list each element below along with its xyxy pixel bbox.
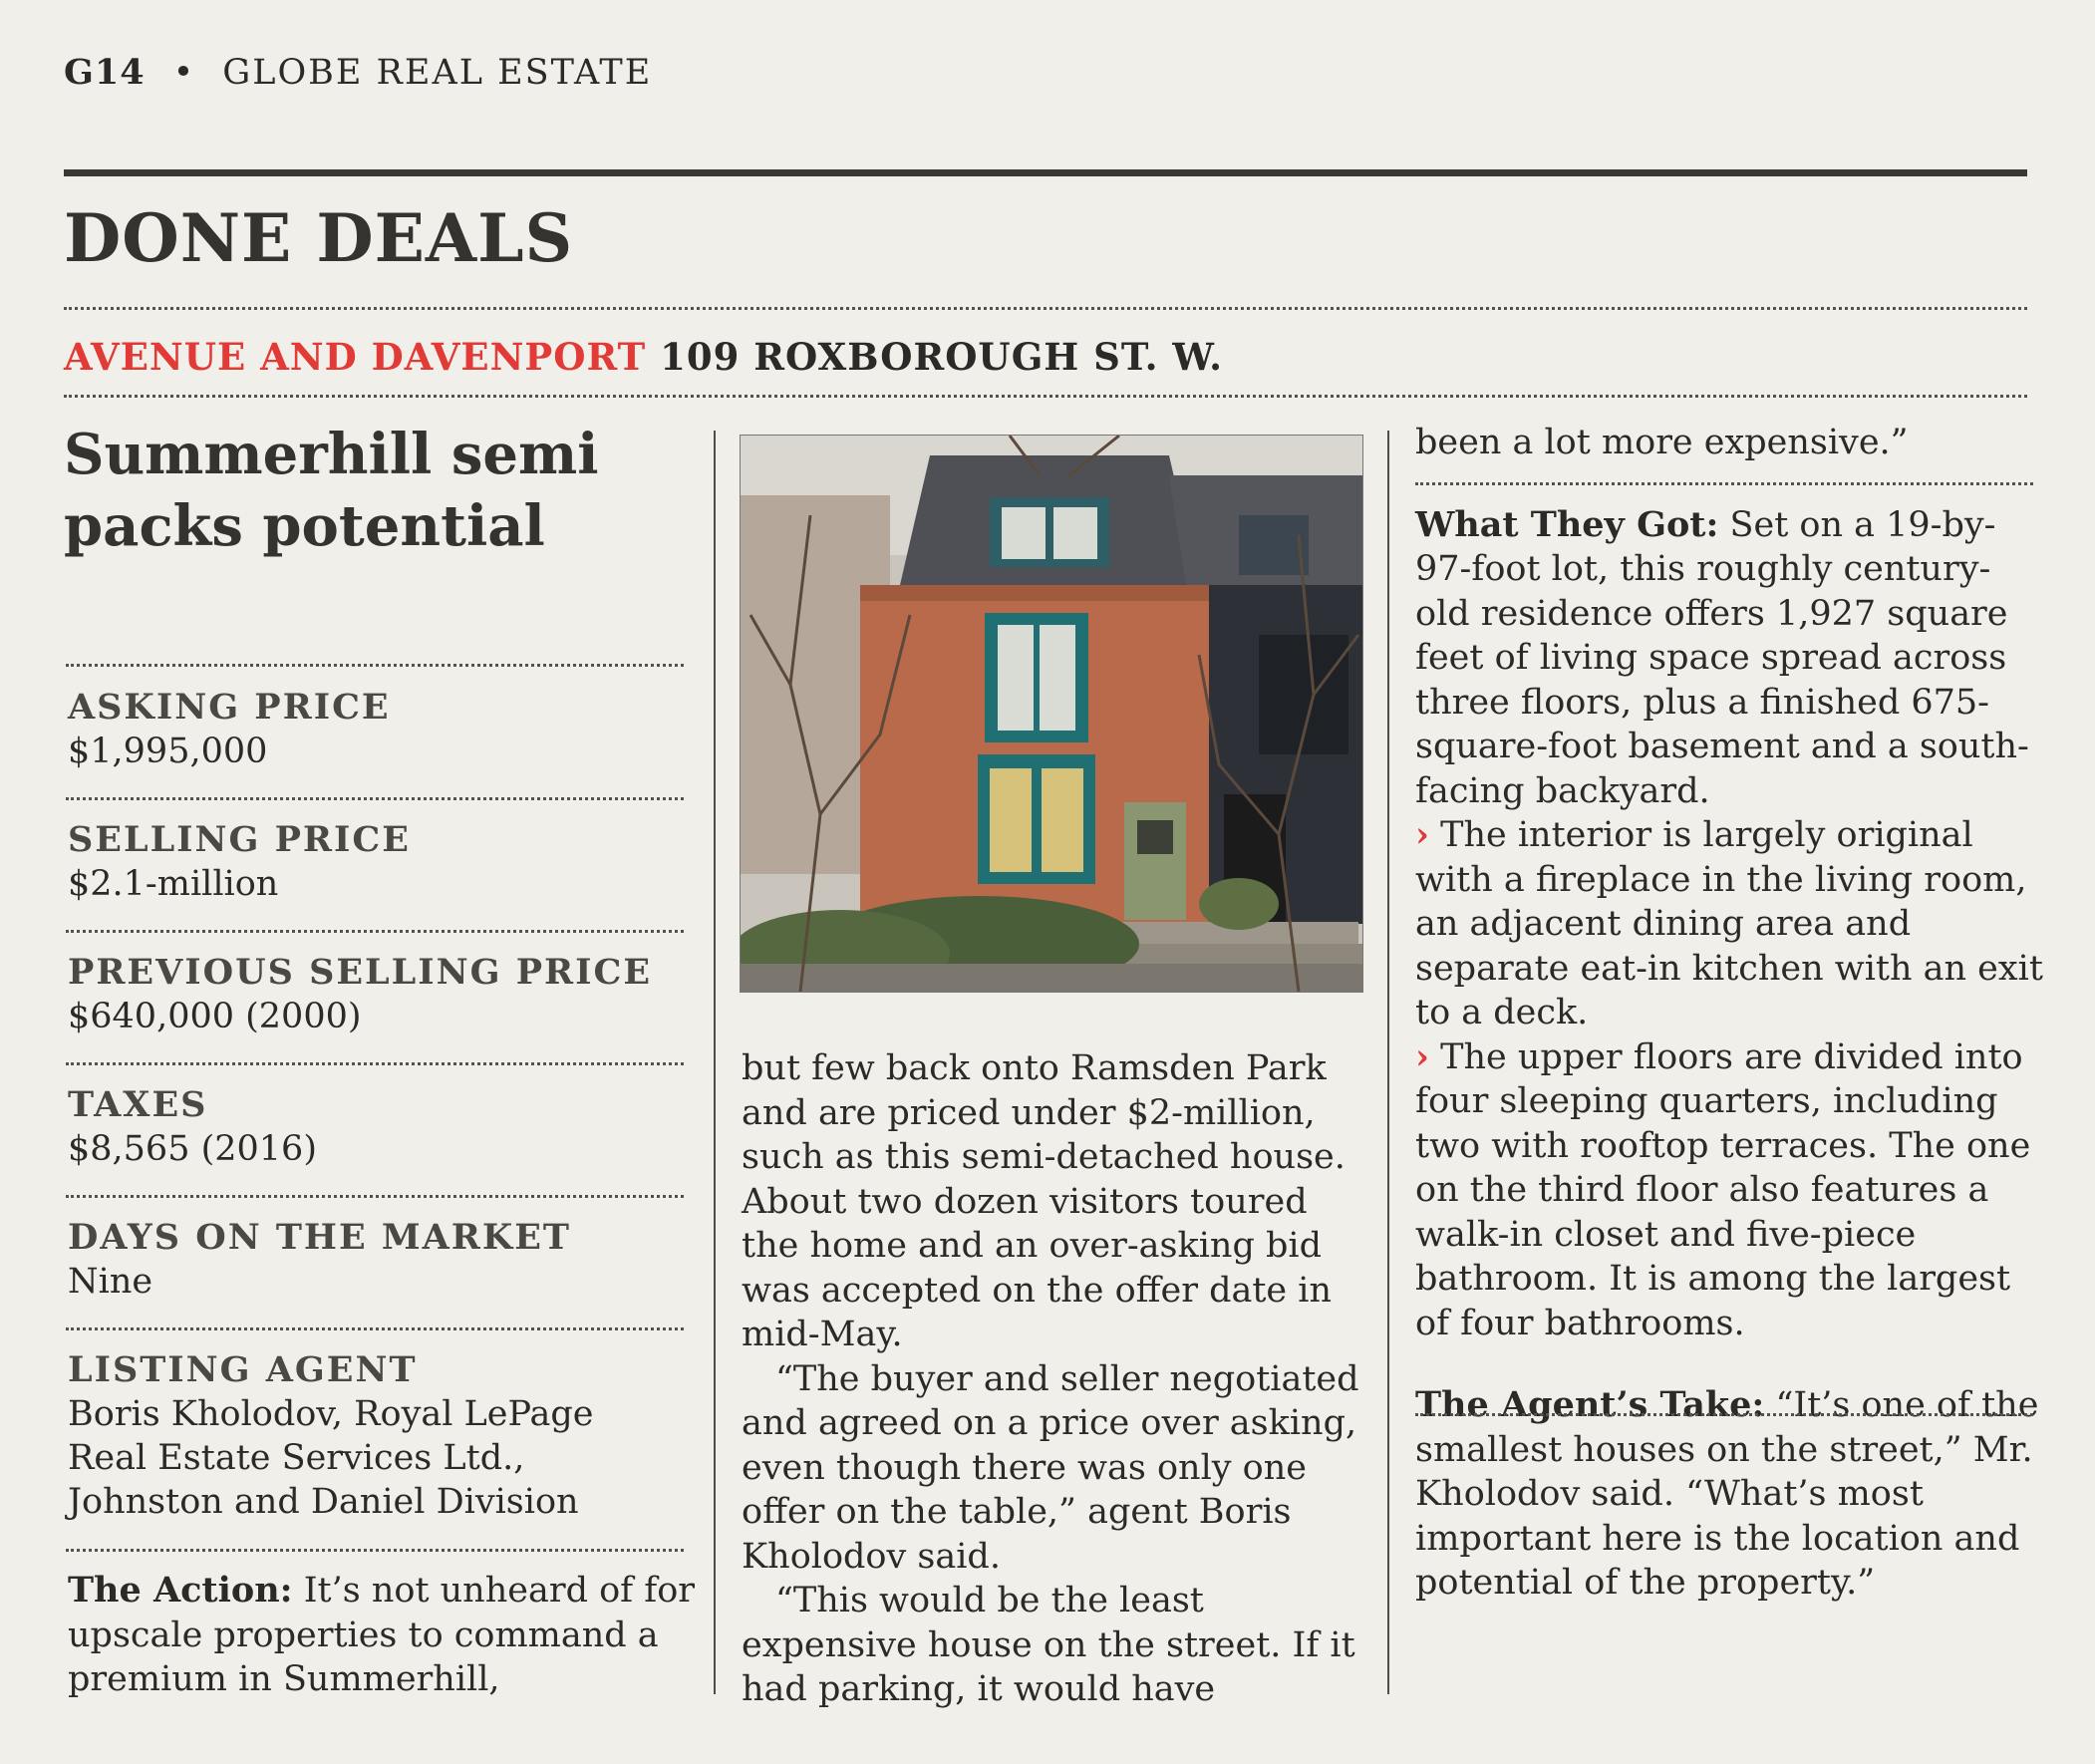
fact-label: PREVIOUS SELLING PRICE bbox=[68, 952, 653, 993]
fact-divider bbox=[66, 1327, 684, 1330]
house-photo-illustration bbox=[741, 436, 1362, 992]
agent-quote-2-continued: been a lot more expensive.” bbox=[1415, 423, 1909, 462]
agent-quote-2: “This would be the least expensive house on the street. If it had parking, it would have bbox=[742, 1581, 1355, 1709]
top-rule bbox=[64, 169, 2027, 176]
neighbourhood: AVENUE AND DAVENPORT bbox=[64, 335, 647, 379]
folio-separator: • bbox=[172, 53, 195, 93]
location-line bbox=[64, 335, 1223, 379]
house-photo bbox=[740, 435, 1363, 993]
fact-divider bbox=[66, 797, 684, 800]
fact-label: SELLING PRICE bbox=[68, 819, 411, 860]
divider-col3-agents-take bbox=[1415, 1413, 2033, 1416]
fact-divider bbox=[66, 1549, 684, 1552]
fact-value: $2.1-million bbox=[68, 864, 279, 904]
bullet-icon: › bbox=[1415, 814, 1429, 855]
fact-value: $1,995,000 bbox=[68, 732, 268, 771]
got-text: Set on a 19-by-97-foot lot, this roughly century-old residence offers 1,927 square feet of living space spread across three floors, plus a finished 675-square-foot basement and a south-facing backyard. bbox=[1415, 504, 2029, 811]
divider-col3-what-they-got bbox=[1415, 482, 2033, 485]
article-column-1 bbox=[68, 1569, 696, 1702]
agent-quote-1: “The buyer and seller negotiated and agreed on a price over asking, even though there was only one offer on the table,” agent Boris Kholodov said. bbox=[742, 1358, 1359, 1577]
headline: Summerhill semi packs potential bbox=[64, 422, 599, 559]
fact-divider bbox=[66, 930, 684, 933]
column-rule bbox=[1387, 431, 1389, 1694]
fact-value: $8,565 (2016) bbox=[68, 1129, 317, 1169]
fact-listing-agent bbox=[68, 1348, 682, 1522]
divider-below-location bbox=[64, 395, 2027, 398]
take-lead: The Agent’s Take: bbox=[1415, 1384, 1765, 1425]
section-title: DONE DEALS bbox=[64, 199, 574, 277]
bullet-interior: The interior is largely original with a fireplace in the living room, an adjacent dining area and separate eat-in kitchen with an exit to a deck. bbox=[1415, 815, 2043, 1032]
divider-below-headline bbox=[66, 664, 684, 667]
bullet-icon: › bbox=[1415, 1035, 1429, 1077]
fact-label: ASKING PRICE bbox=[68, 687, 391, 728]
got-lead: What They Got: bbox=[1415, 503, 1719, 545]
action-continued: but few back onto Ramsden Park and are priced under $2-million, such as this semi-detached house. About two dozen visitors toured the home and an over-asking bid was accepted on the offer date in mid-May. bbox=[742, 1048, 1346, 1354]
page-number: G14 bbox=[64, 52, 146, 93]
divider-above-location bbox=[64, 307, 2027, 310]
action-text: It’s not unheard of for upscale properties to command a premium in Summerhill, bbox=[68, 1571, 696, 1699]
column-rule bbox=[714, 431, 716, 1694]
fact-value: Nine bbox=[68, 1262, 153, 1302]
fact-label: TAXES bbox=[68, 1084, 208, 1125]
fact-value: $640,000 (2000) bbox=[68, 997, 362, 1036]
action-lead: The Action: bbox=[68, 1570, 293, 1611]
article-column-3 bbox=[1415, 421, 2043, 1606]
fact-label: DAYS ON THE MARKET bbox=[68, 1217, 571, 1258]
bullet-upper-floors: The upper floors are divided into four sleeping quarters, including two with rooftop terraces. The one on the third floor also features a walk-in closet and five-piece bathroom. It is among the largest of four bathrooms. bbox=[1415, 1036, 2031, 1343]
section-name: GLOBE REAL ESTATE bbox=[222, 53, 653, 93]
address: 109 ROXBOROUGH ST. W. bbox=[660, 335, 1224, 379]
take-text: “It’s one of the smallest houses on the street,” Mr. Kholodov said. “What’s most important here is the location and potential of the property.” bbox=[1415, 1385, 2039, 1603]
fact-divider bbox=[66, 1195, 684, 1198]
folio bbox=[64, 52, 652, 93]
facts-box bbox=[68, 686, 682, 1522]
fact-label: LISTING AGENT bbox=[68, 1349, 418, 1390]
spacer bbox=[1415, 1345, 2043, 1383]
fact-divider bbox=[66, 1062, 684, 1065]
fact-value: Boris Kholodov, Royal LePage Real Estate Services Ltd., Johnston and Daniel Division bbox=[68, 1394, 594, 1522]
article-column-2 bbox=[742, 1046, 1369, 1712]
